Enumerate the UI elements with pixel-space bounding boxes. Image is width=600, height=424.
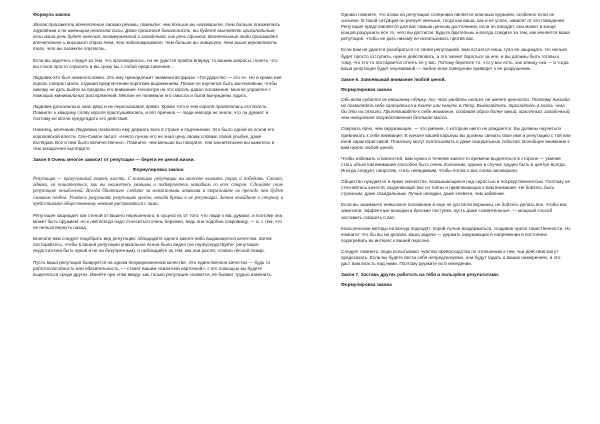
paragraph: Однако помните, что атака на репутацию соперника является опасным оружием, особенно если он сильнее. В такой ситуации он рискует меньше, тогда как ваша, как и ее успех, зависит от его поведения. Репутация представляется для вас самым ценным достоянием, если он нападет, она может в конце концов разрушить все то, чего вы достигли. Будьте бдительны и всегда следите за тем, как меняется ваша репутация, чтобы не дать никому ее использовать против вас. <box>341 12 570 42</box>
paragraph: Наконец, молчание Людовика позволяло ему держать всех в страхе и подчинении. Это было одной из основ его королевской власти. Сен-Симон писал: «Никто лучше его не знал цену своим словам, своей улыбке, даже взглядам. Все в нем было величественно». Помните: чем меньше вы говорите, тем значительнее вы кажетесь и тем загадочнее выглядите. <box>33 127 275 151</box>
paragraph: Сверкать ярче, чем окружающие, — это умение, с которым никто не рождается. Вы должны научиться привлекать к себе внимание. В начале вашей карьеры вы должны связать свое имя и репутацию с той или иной характеристикой. Поначалу могут использовать и даже скандальные события. Всеобщее внимание к вам нужно любой ценой. <box>341 126 571 150</box>
law6-formula: Обо всем судится по внешнему облику; то, чего увидеть нельзя, не имеет ценности. Поэтому никогда не позволяйте себе затеряться в толпе или кануть в Лету. Выделяйтесь. Бросайтесь в глаза, чего бы это ни стоило. Притягивайте к себе внимание, создавая образ более яркий, красочный, загадочный, чем невзрачная посредственная безликая масса. <box>341 97 571 121</box>
paragraph: Если вам не удается разобраться со своей репутацией, вам остается лишь тупо ее защищать. Но нельзя будет просто отступить, нужно действовать, а это значит бороться за нее, и вы должны быть готовы к тому, что кто-то постарается отнять ее у вас. Потому берегите то, что у вас есть, как зеницу ока — и тогда ваша репутация будет неуязвимой — любое иное поведение приведет к ее разрушению. <box>341 47 569 71</box>
right-column <box>341 12 571 292</box>
law5-title: Закон 5 Очень многое зависит от репутации — береги ее ценой жизни. <box>33 156 195 162</box>
paragraph: Классические методы не всегда подходят: порой лучше воздержаться, создавая ореол таинственности. Но помните: что бы вы ни делали, ваша задача — держать окружающих в напряжении и постоянно подогревать их интерес к вашей персоне. <box>341 225 571 243</box>
law4-formula: Желая произвести впечатление своими речами, помните: чем больше вы наговорите, тем больше покажетесь заурядным и не имеющим реальной силы. Даже произнося банальность, вы будете выглядеть оригинальным, если ваша речь будет неясной, незавершенной и загадочной, как речь сфинкса. Влиятельные люди производят впечатление и внушают страх тем, что недоговаривают. Чем больше вы говорите, тем выше вероятность того, что вы скажете глупость. <box>33 22 281 52</box>
paragraph: Если вы задетесь следуя за тем, что проговорилось, но не удастся пройти вперед, то вашим запросы, понять, что вы стали просто спросить и вы сразу вы с собой представление... <box>33 57 278 69</box>
law5-formula: Репутация — краеугольный камень власти. С помощью репутации вы можете вызвать страх и победить. Стоит, однако, ей пошатнуться, как вы окажетесь уязвимы и подвергнетесь нападкам со всех сторон. Сделайте свою репутацию незыблемой. Всегда бдительно следите за возможными атаками и отражайте их прежде чем будет слишком поздно. Учитесь разрушать репутацию врагов, находя бреши в их репутации. Затем отойдите в сторону и предоставьте общественному мнению расправиться с ними. <box>33 176 283 207</box>
law4-heading: Формула закона <box>33 12 71 17</box>
paragraph: Следует помнить: люди испытывают чувство превосходства по отношению к тем, чьи действия могут предсказать. Если вы будете вести себя непредсказуемо, они будут гадать о ваших намерениях, и это даст вам власть над ними. Поэтому держите их в неведении. <box>341 248 561 267</box>
paragraph: Вначале вам следует подобрать вид репутации: облададите одного какого-либо выдающегося качества. Затем постарайтесь, чтобы в вашей репутации уникальное ясное было видно (не переусердствуйте: репутация недостаточна быть яркой и не на безупречным), и наблюдайте за тем, как она растет, словно лесной пожар. <box>33 236 272 254</box>
paragraph: Людовик досконально знал двор и не пересказывал прямо. Кроме того в чем короля проявлялась его власть. Помните: к каждому слову короля прислушивались, и вот причина — люди никогда не знали, что он думает, и поэтому не могли предугадать его действий. <box>33 104 269 122</box>
paragraph: Если вы занимаете невысокое положение и еще не достигли вершины, не бойтесь делать все, чтобы вас заметили. Эффектные выходки и броские поступки, пусть даже сомнительные, — мощный способ заставить говорить о вас. <box>341 202 568 220</box>
paragraph: Людовик XIV был немногословен. Это ему принадлежит знаменитая фраза: «Государство — это я». Но и кроме неё король говорил мало, отдавая предпочтение коротким выражениям. Позже он научился быть молчаливым, чтобы никому не дать выйти за пределы его внимания. Несмотря на это король давал положения, многое управлял с помощью минимальных распоряжений. Многие не понимали его смысла и были вынуждены гадать. <box>33 74 282 99</box>
law7-title: Закон 7. Заставь других работать на тебя и пользуйся результатами. <box>341 272 500 278</box>
paragraph: Пусть ваша репутация базируется на одном безукоризненном качестве. Это единственное качество — будь то работоспособность или обязательность, — станет вашим «визитной карточкой», с его помощью вы будете выделяться среди других. Имейте при этом ввиду: как только репутация сложится, ее бывает трудно изменить. <box>33 259 273 277</box>
paragraph: Репутация защищает как стеной от вашего нерешенного, в сущности, от того, что люди о вас думают, и поэтому она может быть оружием; но к ней всегда надо относиться очень бережно, ведь она подобна сокровищу, — и, с тем, что ее нельзя вернуть назад. <box>33 212 283 231</box>
paragraph: Общество нуждается в ярких личностях, возвышающихся над серостью и посредственностью. Поэтому не стесняйтесь качеств, выделяющих вас из толпы и привлекающих к вам внимание. Не бойтесь быть странным, даже скандальным. Лучше нападки, даже клевета, чем забвение. <box>341 179 571 197</box>
law6-subheading: Формулировка закона <box>341 86 392 92</box>
law6-title: Закон 6. Завоевывай внимание любой ценой. <box>341 76 446 82</box>
left-column <box>33 12 283 283</box>
law5-subheading: Формулировка закона <box>132 166 184 172</box>
law7-subheading: Формулировка закона <box>341 282 392 288</box>
paragraph: Чтобы избежать сложностей, вам нужно в течение какого-то времени выделяться в стороне — умение стать объектом внимания способен быть очень полезным, однако в случае трудно быть в центре всегда. Иногда следует, напротив, стать невидимым, чтобы потом о вас снова заговорили. <box>341 155 566 173</box>
